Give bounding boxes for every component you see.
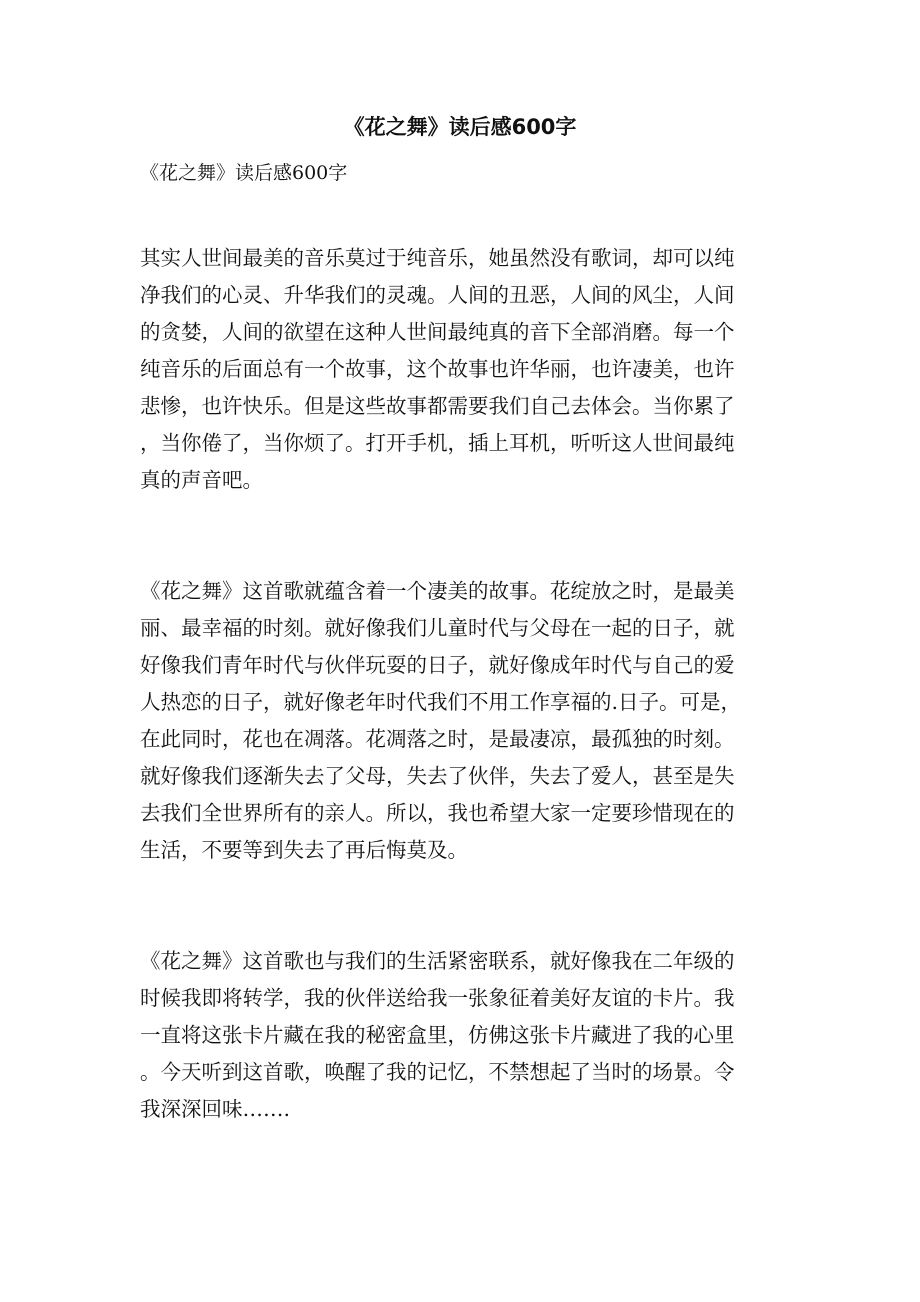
paragraph-line: 好像我们青年时代与伙伴玩耍的日子，就好像成年时代与自己的爱 [140,653,735,677]
paragraph-2 [140,573,780,869]
paragraph-line: 就好像我们逐渐失去了父母，失去了伙伴，失去了爱人，甚至是失 [140,764,735,788]
paragraph-line: 生活，不要等到失去了再后悔莫及。 [140,838,468,862]
paragraph-line: 一直将这张卡片藏在我的秘密盒里，仿佛这张卡片藏进了我的心里 [140,1023,735,1047]
paragraph-line: ，当你倦了，当你烦了。打开手机，插上耳机，听听这人世间最纯 [140,431,735,455]
paragraph-line: 悲惨，也许快乐。但是这些故事都需要我们自己去体会。当你累了 [140,394,735,418]
paragraph-line: 纯音乐的后面总有一个故事，这个故事也许华丽，也许凄美，也许 [140,357,735,381]
document-subtitle: 《花之舞》读后感600字 [140,162,348,184]
paragraph-line: 人热恋的日子，就好像老年时代我们不用工作享福的.日子。可是， [140,690,742,714]
paragraph-line: 。今天听到这首歌，唤醒了我的记忆，不禁想起了当时的场景。令 [140,1060,735,1084]
paragraph-line: 时候我即将转学，我的伙伴送给我一张象征着美好友谊的卡片。我 [140,986,735,1010]
paragraph-line: 真的声音吧。 [140,468,263,492]
paragraph-line: 其实人世间最美的音乐莫过于纯音乐，她虽然没有歌词，却可以纯 [140,246,735,270]
paragraph-line: 去我们全世界所有的亲人。所以，我也希望大家一定要珍惜现在的 [140,801,735,825]
paragraph-line: 我深深回味……. [140,1097,291,1121]
paragraph-line: 丽、最幸福的时刻。就好像我们儿童时代与父母在一起的日子，就 [140,616,735,640]
paragraph-line: 在此同时，花也在凋落。花凋落之时，是最凄凉，最孤独的时刻。 [140,727,735,751]
document-title: 《花之舞》读后感600字 [343,115,577,139]
paragraph-line: 的贪婪，人间的欲望在这种人世间最纯真的音下全部消磨。每一个 [140,320,735,344]
paragraph-line: 净我们的心灵、升华我们的灵魂。人间的丑恶，人间的风尘，人间 [140,283,735,307]
paragraph-1 [140,240,780,499]
paragraph-spacer [140,869,780,943]
paragraph-line: 《花之舞》这首歌就蕴含着一个凄美的故事。花绽放之时，是最美 [140,579,735,603]
document-body [140,240,780,1128]
paragraph-3 [140,943,780,1128]
paragraph-spacer [140,499,780,573]
paragraph-line: 《花之舞》这首歌也与我们的生活紧密联系，就好像我在二年级的 [140,949,735,973]
